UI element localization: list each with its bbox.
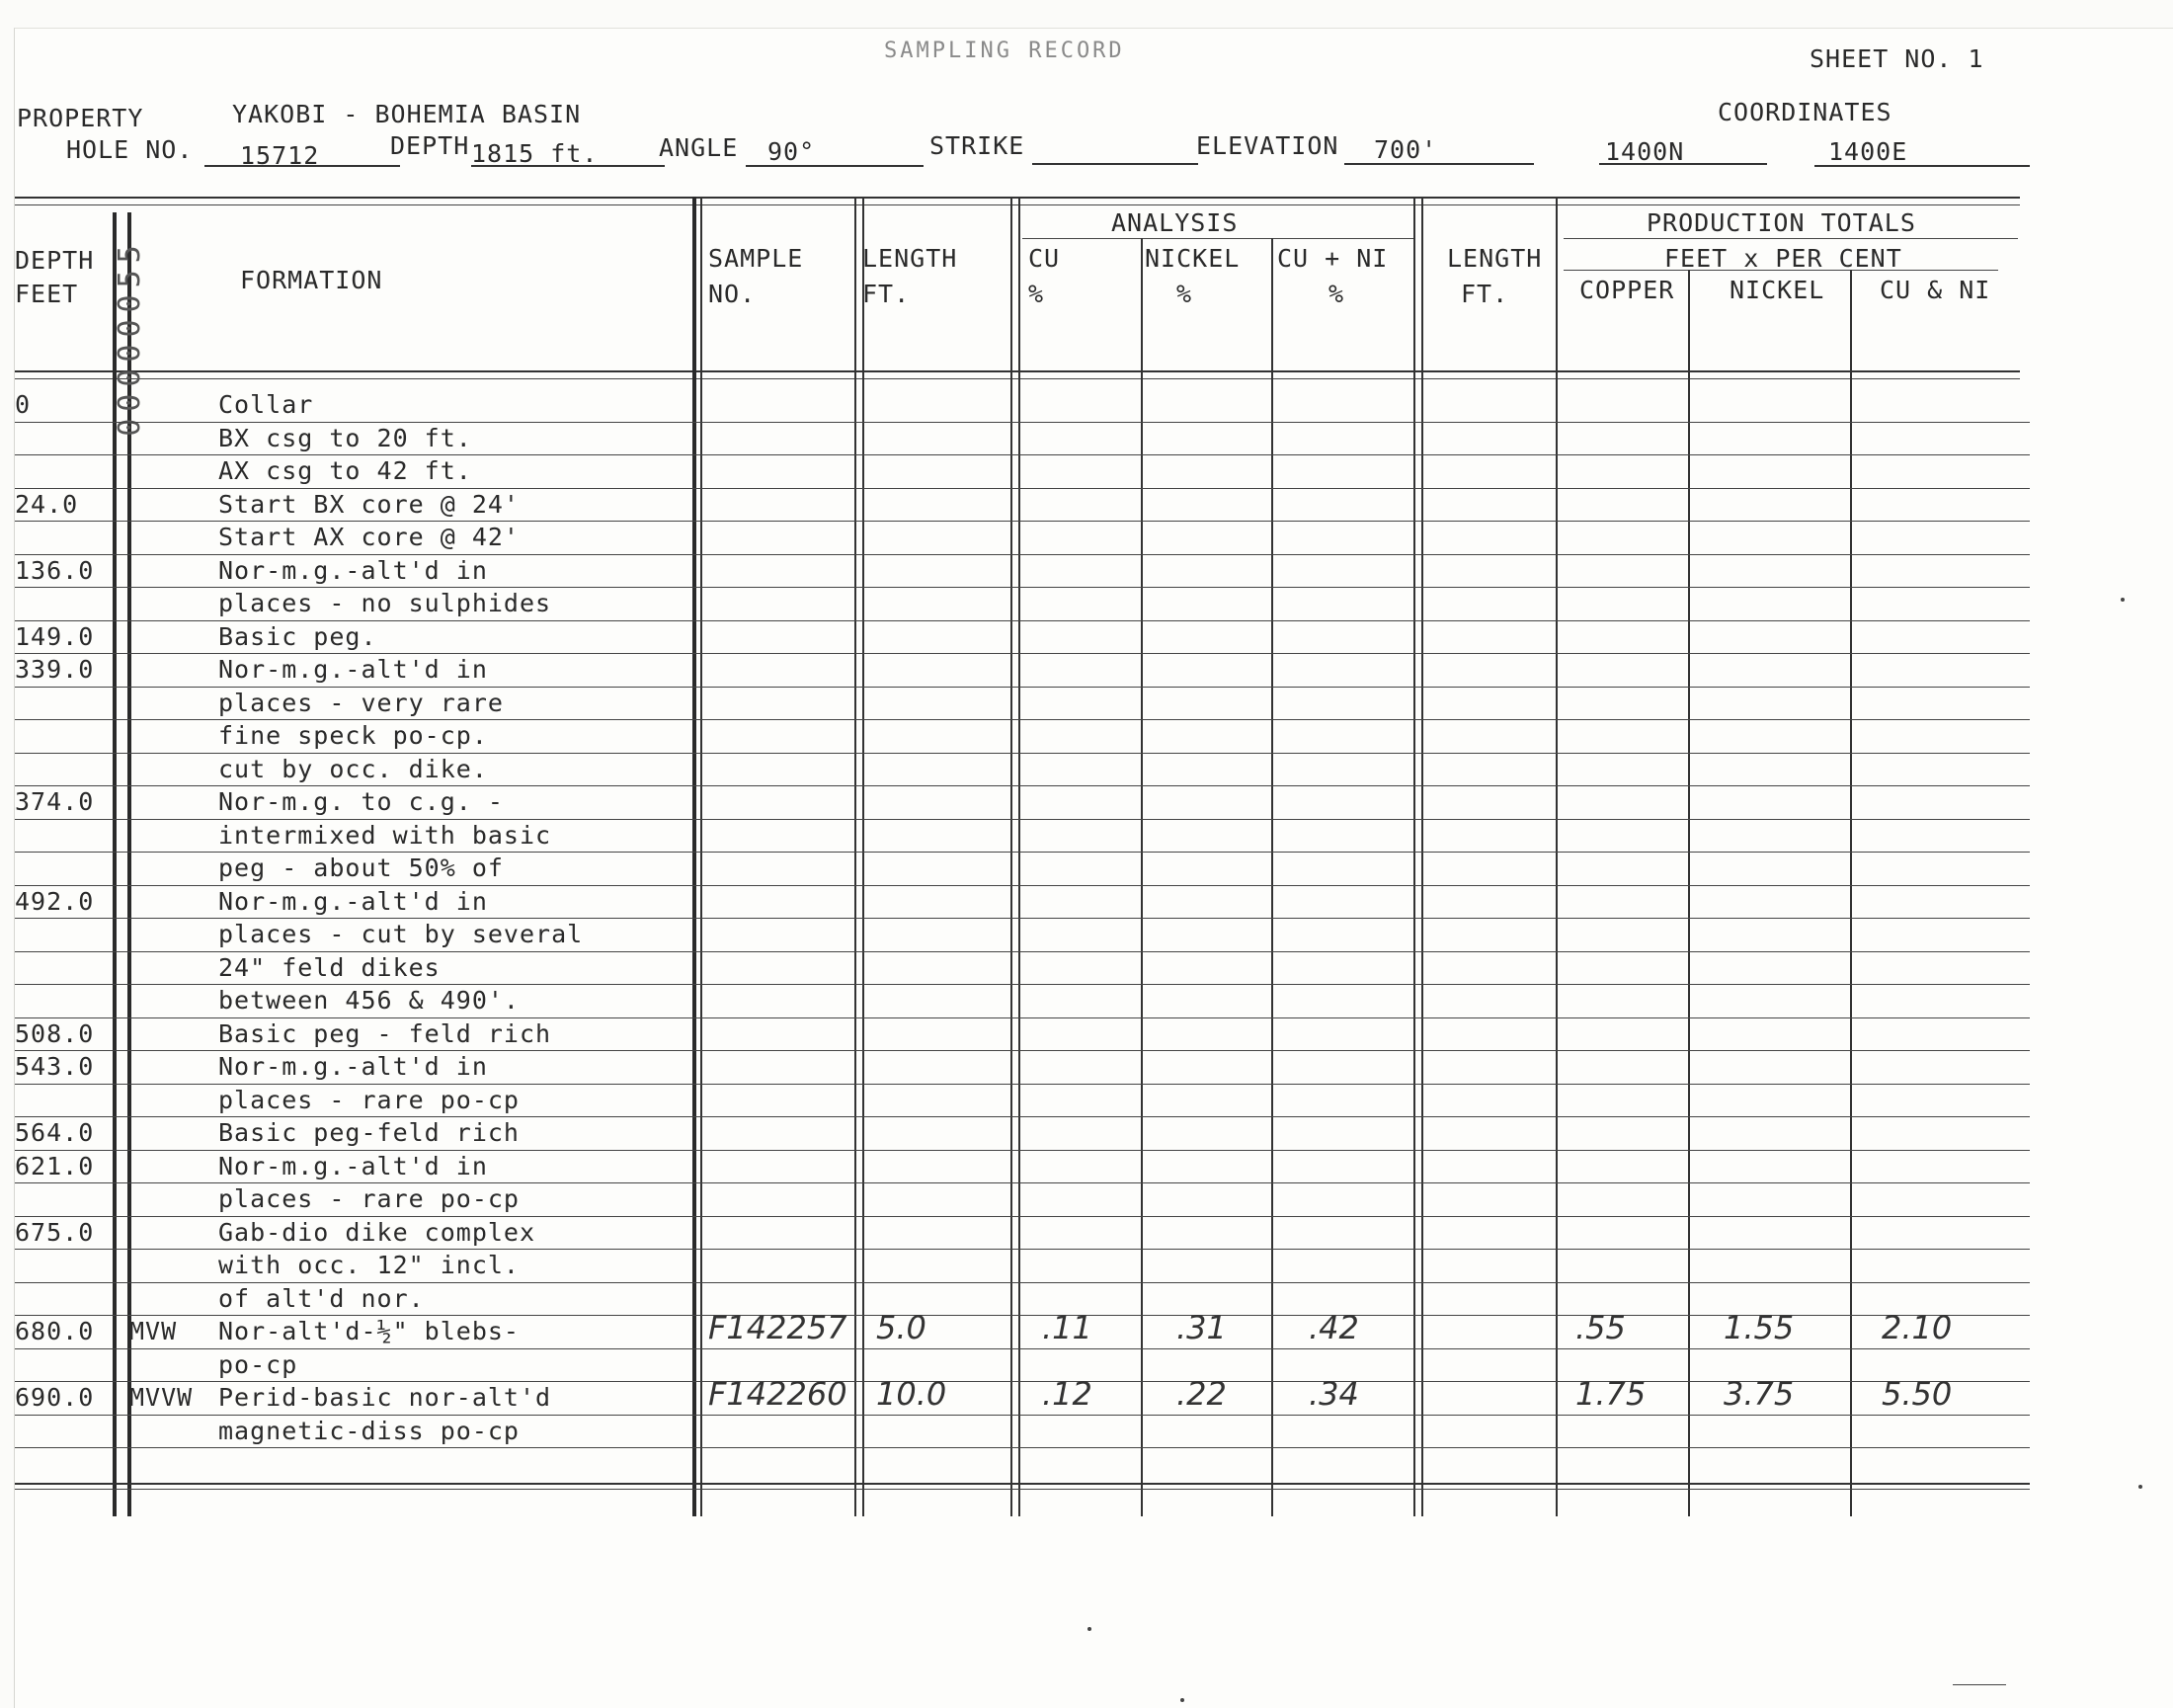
col-production-1: PRODUCTION TOTALS [1647,208,1916,237]
angle-value: 90° [767,137,816,166]
sample-ni-percent: .22 [1176,1375,1227,1413]
col-depth-1: DEPTH [15,246,95,275]
row-formation: between 456 & 490'. [218,986,520,1015]
row-formation: places - no sulphides [218,589,552,617]
hole-value: 15712 [240,141,320,170]
col-cuni-2: % [1328,280,1345,308]
row-rule [15,454,2030,455]
row-formation: Nor-alt'd-½" blebs- [218,1317,520,1345]
production-copper: 1.75 [1575,1375,1647,1413]
elevation-value: 700' [1374,135,1438,164]
row-formation: places - very rare [218,688,504,717]
row-formation: AX csg to 42 ft. [218,456,472,485]
row-depth: 564.0 [15,1118,95,1147]
row-formation: Nor-m.g.-alt'd in [218,1052,488,1081]
row-formation: 24" feld dikes [218,952,441,982]
angle-label: ANGLE [659,133,739,162]
sample-ni-percent: .31 [1176,1309,1227,1346]
row-rule [15,1249,2030,1250]
row-depth: 24.0 [15,489,79,519]
row-depth: 508.0 [15,1018,95,1048]
speck [2121,598,2125,602]
row-formation: cut by occ. dike. [218,754,488,783]
row-formation: Basic peg - feld rich [218,1018,552,1048]
row-mineral-code: MVW [129,1317,178,1345]
depth-value: 1815 ft. [471,139,599,168]
row-formation: Start AX core @ 42' [218,523,520,551]
col-length2-2: FT. [1461,280,1509,308]
sample-cuni-percent: .42 [1309,1309,1359,1346]
production-cuni: 5.50 [1882,1375,1953,1413]
row-rule [15,521,2030,522]
property-value: YAKOBI - BOHEMIA BASIN [232,100,582,128]
col-nickel-total: NICKEL [1730,276,1825,304]
production-cuni: 2.10 [1882,1309,1953,1346]
row-formation: Nor-m.g.-alt'd in [218,1151,488,1180]
coordinate-north: 1400N [1605,137,1685,166]
row-formation: intermixed with basic [218,820,552,850]
row-depth: 690.0 [15,1383,95,1412]
row-formation: of alt'd nor. [218,1283,425,1313]
col-sample-2: NO. [708,280,757,308]
row-depth: 136.0 [15,555,95,585]
col-copper: COPPER [1579,276,1675,304]
col-nickel-2: % [1176,280,1193,308]
sample-number: F142257 [708,1309,847,1346]
row-rule [15,785,2030,786]
row-formation: Nor-m.g.-alt'd in [218,886,488,916]
row-formation: Basic peg. [218,621,377,651]
production-copper: .55 [1575,1309,1626,1346]
row-formation: BX csg to 20 ft. [218,423,472,452]
row-rule [15,918,2030,919]
col-production-2: FEET x PER CENT [1664,244,1902,273]
row-depth: 339.0 [15,655,95,684]
row-formation: fine speck po-cp. [218,721,488,750]
row-formation: Collar [218,390,314,419]
sample-cu-percent: .11 [1042,1309,1092,1346]
row-rule [15,852,2030,853]
row-rule [15,1182,2030,1183]
depth-label: DEPTH [390,131,470,160]
col-cu-2: % [1028,280,1045,308]
row-formation: places - rare po-cp [218,1085,520,1114]
row-rule [15,1348,2030,1349]
sample-number: F142260 [708,1375,847,1413]
production-nickel: 1.55 [1724,1309,1795,1346]
row-depth: 543.0 [15,1052,95,1081]
col-depth-2: FEET [15,280,79,308]
row-mineral-code: MVVW [129,1383,194,1412]
row-formation: Basic peg-feld rich [218,1118,520,1147]
col-nickel-1: NICKEL [1145,244,1241,273]
row-formation: peg - about 50% of [218,854,504,882]
row-depth: 621.0 [15,1151,95,1180]
row-depth: 0 [15,390,32,419]
coordinates-label: COORDINATES [1718,98,1892,126]
row-depth: 149.0 [15,621,95,651]
drilling-record-sheet [14,28,2173,1708]
strike-label: STRIKE [929,131,1025,160]
row-depth: 492.0 [15,886,95,916]
speck [2138,1485,2142,1489]
sample-length: 5.0 [876,1309,926,1346]
row-rule [15,587,2030,588]
row-rule [15,1050,2030,1051]
row-rule [15,1447,2030,1448]
row-formation: places - rare po-cp [218,1184,520,1213]
col-cuni-1: CU + NI [1277,244,1389,273]
row-rule [15,1116,2030,1117]
col-analysis: ANALYSIS [1111,208,1239,237]
faded-sheet-title: SAMPLING RECORD [884,39,1125,63]
col-length2-1: LENGTH [1447,244,1543,273]
col-length-1: LENGTH [862,244,958,273]
row-formation: Perid-basic nor-alt'd [218,1383,552,1412]
sheet-number: SHEET NO. 1 [1810,44,1984,73]
row-depth: 675.0 [15,1217,95,1247]
row-formation: po-cp [218,1349,298,1379]
document-control-stamp: 00000055 [112,237,147,437]
row-formation: places - cut by several [218,920,584,948]
sample-cuni-percent: .34 [1309,1375,1359,1413]
speck [1180,1698,1184,1702]
sample-length: 10.0 [876,1375,947,1413]
row-rule [15,719,2030,720]
production-nickel: 3.75 [1724,1375,1795,1413]
col-cu-1: CU [1028,244,1061,273]
row-depth: 680.0 [15,1317,95,1345]
row-formation: Nor-m.g. to c.g. - [218,787,504,816]
row-formation: magnetic-diss po-cp [218,1416,520,1445]
elevation-label: ELEVATION [1196,131,1339,160]
row-rule [15,984,2030,985]
col-formation: FORMATION [240,266,383,294]
row-formation: Start BX core @ 24' [218,489,520,519]
property-label: PROPERTY [17,104,144,132]
sample-cu-percent: .12 [1042,1375,1092,1413]
row-formation: with occ. 12" incl. [218,1251,520,1279]
hole-label: HOLE NO. [66,135,194,164]
coordinate-east: 1400E [1828,137,1908,166]
row-depth: 374.0 [15,787,95,816]
row-formation: Gab-dio dike complex [218,1217,536,1247]
row-rule [15,653,2030,654]
col-cuni-total: CU & NI [1880,276,1991,304]
col-sample-1: SAMPLE [708,244,804,273]
row-formation: Nor-m.g.-alt'd in [218,555,488,585]
col-length-2: FT. [862,280,911,308]
speck [1087,1627,1091,1631]
row-formation: Nor-m.g.-alt'd in [218,655,488,684]
